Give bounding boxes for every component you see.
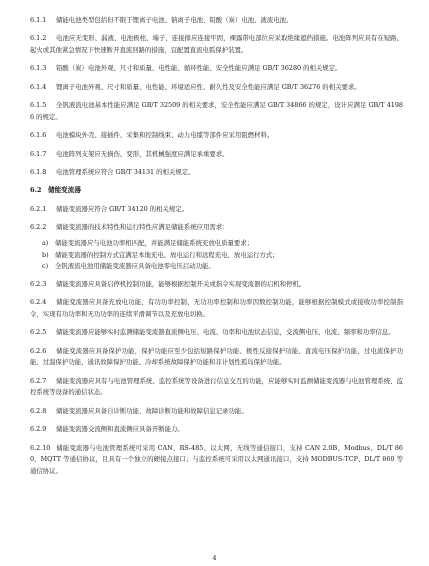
clause-text: 储能变流器应符合 GB/T 34120 的相关规定。 [56,204,189,213]
clause-paragraph [30,443,403,478]
clause-number: 6.2.5 [30,328,47,337]
clause-text: 电池阵列支架应无损伤、变形，其机械强度应满足承重要求。 [56,149,229,158]
clause-paragraph [30,82,403,94]
heading-text: 储能变流器 [48,186,81,195]
clause-number: 6.1.8 [30,167,47,176]
clause-number: 6.1.1 [30,16,47,24]
list-item-text: 储能变流器的控制方式宜满足本地充电、放电运行和远程充电、放电运行方式； [55,250,279,259]
list-item [30,250,403,261]
clause-paragraph [30,222,403,234]
section-6-1-paragraphs [30,15,403,179]
clause-paragraph [30,100,403,123]
list-item-label: c) [42,261,49,270]
clause-number: 6.2.8 [30,406,47,415]
clause-text: 储能变流器的技术特性和运行特性应满足储能系统应用需求： [56,223,229,232]
clause-text: 储能变流器应具备启停机控制功能，能够根据控制开关或指令实现变流器的启机和停机。 [56,280,306,289]
clause-paragraph [30,130,403,142]
clause-number: 6.1.7 [30,149,47,158]
clause-paragraph [30,327,403,339]
clause-text: 储能变流器交流侧和直流侧应具备开断能力。 [56,425,184,434]
clause-paragraph [30,63,403,75]
list-item [30,238,403,249]
clause-paragraph [30,15,403,27]
clause-number: 6.2.2 [30,223,47,232]
clause-text: 储能变流器应能够实时监测储能变流器直流侧电压、电流、功率和电池状态信息，交流侧电压、电流、频率和功率信息。 [56,328,395,337]
clause-text: 电池管理系统应符合 GB/T 34131 的相关规定。 [56,167,195,176]
clause-paragraph [30,424,403,436]
clause-number: 6.2.10 [30,443,51,452]
section-6-2-intro-paragraphs [30,204,403,234]
clause-text: 铅酸（炭）电池外观、尺寸和质量、电性能、循环性能、安全性能应满足 GB/T 36280 的相关规定。 [56,64,342,73]
list-item-label: b) [42,250,49,259]
clause-text: 储能变流器应具备自诊断功能、故障诊断功能和故障信息记录功能。 [56,406,248,415]
list-item-label: a) [42,239,49,248]
clause-paragraph [30,204,403,216]
clause-paragraph [30,279,403,291]
clause-paragraph [30,33,403,56]
clause-paragraph [30,149,403,161]
requirement-list [30,238,403,272]
list-item-text: 全钒液流电池用储能变流器应具备电池零电压启动功能。 [55,261,215,270]
clause-number: 6.1.2 [30,34,47,43]
clause-number: 6.2.7 [30,376,47,385]
section-6-2-paragraphs [30,279,403,477]
clause-text: 储能变流器应具备充放电功能、有功功率控制、无功功率控制和功率因数控制功能，能够根据控制模式或接收功率控制指令，实现有功功率和无功功率的连续平滑调节以及充放电切换。 [30,298,403,319]
list-item [30,261,403,272]
clause-number: 6.2.6 [30,346,47,355]
clause-paragraph [30,406,403,418]
clause-number: 6.1.4 [30,82,47,91]
clause-text: 电池应无变形、漏液、电池极柱、端子、连接排应连接牢固，裸露带电部位应采取绝缘遮挡措施。电池阵列应具有在短路、起火或其他紧急情况下快速断开直流回路的措施，宜配置直流电弧保护装置。 [30,34,403,54]
clause-text: 全钒液流电池基本性能应满足 GB/T 32509 的相关要求，安全性能应满足 GB/T 34866 的规定，设计应满足 GB/T 41986 的规定。 [30,101,403,121]
clause-number: 6.2.9 [30,425,47,434]
list-item-text: 储能变流器应与电池功率相匹配，并能满足储能系统充放电质量要求； [55,239,254,248]
clause-text: 储能变流器与电池管理系统可采用 CAN、RS-485、以太网、无线等通信接口，支持 CAN 2.0B、Modbus、DL/T 860、MQTT 等通信协议，且具有一个独立的硬接点接口；与监控系统可采用以太网通讯接口，支持 MODBUS-TCP、DL/T 860 等通信协议。 [30,443,403,475]
section-heading-6-2 [30,185,403,197]
clause-paragraph [30,297,403,320]
clause-text: 储能变流器应具有与电池管理系统、监控系统等设备进行信息交互的功能，应能够实时监测储能变流器与电池管理系统、监控系统等设备的通信状态。 [30,376,403,397]
clause-text: 电池模块外壳、接插件、采集和控制线束、动力电缆等部件应采用阻燃材料。 [56,131,274,140]
clause-number: 6.1.5 [30,101,47,110]
clause-number: 6.2.3 [30,280,47,289]
clause-paragraph [30,376,403,399]
clause-number: 6.1.3 [30,64,47,73]
clause-text: 储能变流器应具备保护功能，保护功能应至少包括短路保护功能、极性反接保护功能、直流电压保护功能、过电流保护功能、过温保护功能、通讯故障保护功能、冷却系统故障保护功能和非计划性孤岛保护功能。 [30,346,403,367]
clause-text: 储能电池类型包括但不限于锂离子电池、钠离子电池、铅酸（炭）电池、液流电池。 [56,16,293,24]
clause-number: 6.2.4 [30,298,47,307]
clause-number: 6.2.1 [30,204,47,213]
heading-number: 6.2 [30,186,42,195]
clause-number: 6.1.6 [30,131,47,140]
clause-paragraph [30,346,403,369]
clause-paragraph [30,167,403,179]
clause-text: 锂离子电池外观、尺寸和质量、电性能、环境适应性、耐久性及安全性能应满足 GB/T 36276 的相关要求。 [56,82,361,91]
page-number: 4 [212,554,217,562]
